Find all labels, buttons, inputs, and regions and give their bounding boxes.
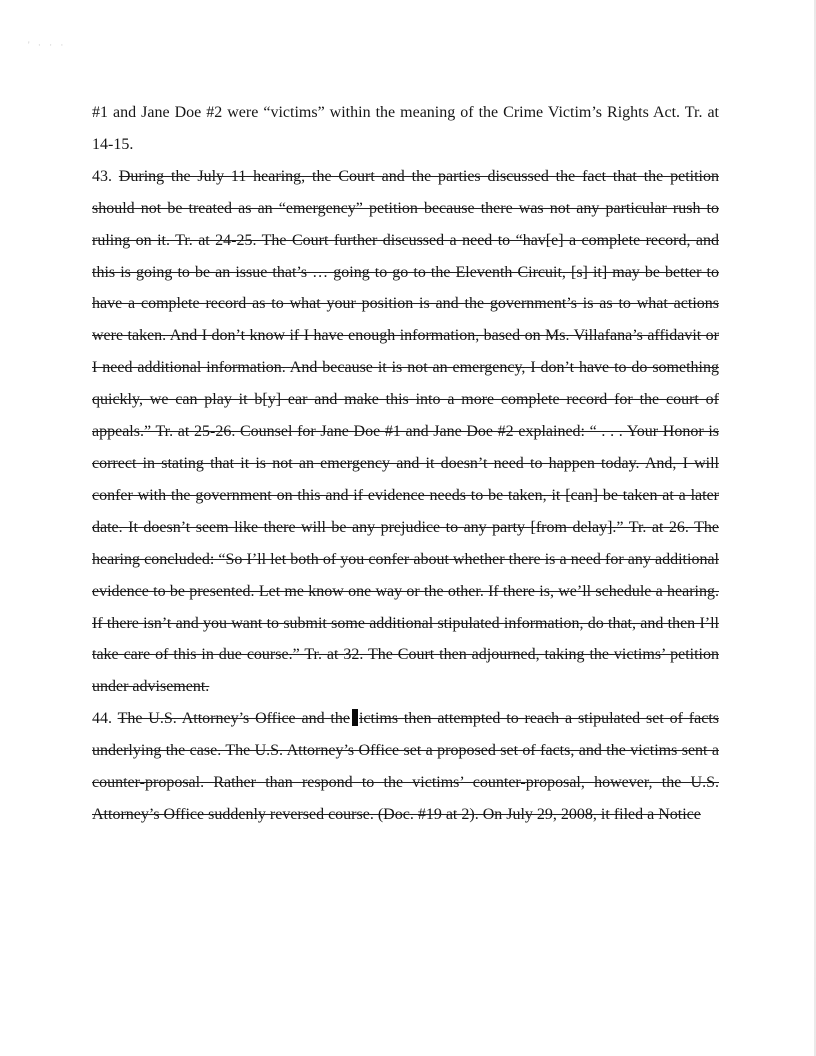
paragraph-44 [92, 703, 719, 831]
redaction-mark [352, 709, 358, 726]
scan-specks: ' · · · [28, 40, 67, 50]
paragraph-number: 43. [92, 167, 112, 185]
paragraph-43 [92, 161, 719, 703]
document-body [92, 97, 719, 831]
struck-paragraph-text: During the July 11 hearing, the Court and the parties discussed the fact that the petition should not be treated as an “emergency” petition because there was not any particular rush to ruling on it. Tr. at 24-25. The Court further discussed a need to “hav[e] a complete record, and this is going to be an issue that’s … going to go to the Eleventh Circuit, [s] it] may be better to have a complete record as to what your position is and the government’s is as to what actions were taken. And I don’t know if I have enough information, based on Ms. Villafana’s affidavit or I need additional information. And because it is not an emergency, I don’t have to do something quickly, we can play it b[y] ear and make this into a more complete record for the court of appeals.” Tr. at 25-26. Counsel for Jane Doe #1 and Jane Doe #2 explained: “ . . . Your Honor is correct in stating that it is not an emergency and it doesn’t need to happen today. And, I will confer with the government on this and if evidence needs to be taken, it [can] be taken at a later date. It doesn’t seem like there will be any prejudice to any party [from delay].” Tr. at 26. The hearing concluded: “So I’ll let both of you confer about whether there is a need for any additional evidence to be presented. Let me know one way or the other. If there is, we’ll schedule a hearing. If there isn’t and you want to submit some additional stipulated information, do that, and then I’ll take care of this in due course.” Tr. at 32. The Court then adjourned, taking the victims’ petition under advisement. [92, 167, 719, 696]
paragraph-number: 44. [92, 710, 112, 728]
struck-paragraph-text-continued: ictims then attempted to reach a stipulated set of facts underlying the case. The U.S. Attorney’s Office set a proposed set of facts, and the victims sent a counter-proposal. Rather than respond to the victims’ counter-proposal, however, the U.S. Attorney’s Office suddenly reversed course. (Doc. #19 at 2). On July 29, 2008, it filed a Notice [92, 710, 719, 823]
continuation-text: #1 and Jane Doe #2 were “victims” within the meaning of the Crime Victim’s Rights Act. Tr. at 14-15. [92, 104, 719, 153]
struck-paragraph-text: The U.S. Attorney’s Office and the [117, 710, 350, 728]
